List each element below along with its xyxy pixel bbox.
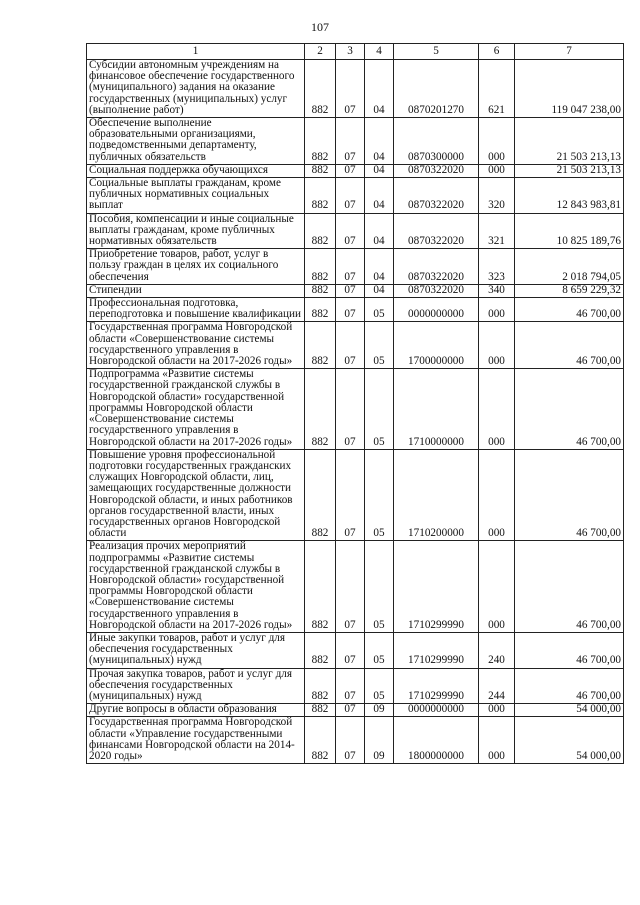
row-code-target: 1710000000 [394,369,479,449]
table-row [87,284,624,297]
row-code-subsection: 09 [365,704,394,717]
row-amount: 21 503 213,13 [515,118,624,165]
table-row [87,213,624,249]
row-code-ministry: 882 [305,704,336,717]
row-code-section: 07 [336,284,365,297]
row-code-expense-type: 340 [479,284,515,297]
row-amount: 46 700,00 [515,632,624,668]
row-code-ministry: 882 [305,449,336,541]
page-number: 107 [311,20,329,34]
row-description: Реализация прочих мероприятий подпрограммы «Развитие системы государственной гражданской службы в Новгородской области» государственной программы Новгородской области «Совершенствование системы государственного управления в Новгородской области на 2017-2026 годы» [87,541,305,633]
table-row [87,60,624,118]
row-code-section: 07 [336,178,365,214]
header-col-7: 7 [515,44,624,60]
row-code-subsection: 09 [365,717,394,764]
row-amount: 46 700,00 [515,541,624,633]
row-description: Другие вопросы в области образования [87,704,305,717]
row-code-expense-type: 244 [479,668,515,704]
row-code-ministry: 882 [305,632,336,668]
row-code-section: 07 [336,704,365,717]
row-code-target: 1710200000 [394,449,479,541]
row-amount: 46 700,00 [515,369,624,449]
row-code-expense-type: 000 [479,704,515,717]
row-amount: 2 018 794,05 [515,249,624,285]
table-row [87,298,624,322]
row-code-subsection: 05 [365,541,394,633]
table-row [87,449,624,541]
row-code-subsection: 05 [365,668,394,704]
row-code-section: 07 [336,717,365,764]
table-row [87,541,624,633]
row-code-ministry: 882 [305,213,336,249]
row-amount: 54 000,00 [515,717,624,764]
row-code-ministry: 882 [305,322,336,369]
header-col-6: 6 [479,44,515,60]
row-amount: 46 700,00 [515,668,624,704]
row-description: Субсидии автономным учреждениям на финансовое обеспечение государственного (муниципального) задания на оказание государственных (муниципальных) услуг (выполнение работ) [87,60,305,118]
header-col-4: 4 [365,44,394,60]
row-code-expense-type: 000 [479,449,515,541]
row-code-target: 0870322020 [394,284,479,297]
row-code-expense-type: 000 [479,322,515,369]
header-row [87,44,624,60]
row-amount: 119 047 238,00 [515,60,624,118]
row-code-section: 07 [336,541,365,633]
row-code-ministry: 882 [305,668,336,704]
row-description: Прочая закупка товаров, работ и услуг для обеспечения государственных (муниципальных) нужд [87,668,305,704]
row-code-target: 1700000000 [394,322,479,369]
row-code-target: 0870322020 [394,178,479,214]
row-code-ministry: 882 [305,249,336,285]
table-row [87,164,624,177]
row-description: Социальные выплаты гражданам, кроме публичных нормативных социальных выплат [87,178,305,214]
row-code-subsection: 04 [365,118,394,165]
row-code-target: 0870300000 [394,118,479,165]
row-code-expense-type: 323 [479,249,515,285]
row-code-ministry: 882 [305,164,336,177]
row-description: Государственная программа Новгородской области «Управление государственными финансами Новгородской области на 2014-2020 годы» [87,717,305,764]
row-code-section: 07 [336,369,365,449]
table-row [87,118,624,165]
row-description: Социальная поддержка обучающихся [87,164,305,177]
row-description: Обеспечение выполнение образовательными организациями, подведомственными департаменту, публичных обязательств [87,118,305,165]
row-code-expense-type: 321 [479,213,515,249]
row-code-target: 0870322020 [394,249,479,285]
row-code-expense-type: 000 [479,369,515,449]
table-row [87,704,624,717]
row-description: Профессиональная подготовка, переподготовка и повышение квалификации [87,298,305,322]
table-row [87,249,624,285]
row-code-target: 1710299990 [394,632,479,668]
row-code-section: 07 [336,164,365,177]
row-code-section: 07 [336,298,365,322]
row-amount: 10 825 189,76 [515,213,624,249]
row-amount: 8 659 229,32 [515,284,624,297]
row-description: Иные закупки товаров, работ и услуг для обеспечения государственных (муниципальных) нужд [87,632,305,668]
row-code-section: 07 [336,213,365,249]
table-row [87,178,624,214]
row-code-subsection: 04 [365,249,394,285]
table-row [87,668,624,704]
row-code-target: 1710299990 [394,541,479,633]
budget-table [86,43,624,764]
row-code-subsection: 04 [365,60,394,118]
table-row [87,632,624,668]
row-code-target: 0870201270 [394,60,479,118]
table-row [87,369,624,449]
row-description: Пособия, компенсации и иные социальные выплаты гражданам, кроме публичных нормативных обязательств [87,213,305,249]
row-description: Приобретение товаров, работ, услуг в пользу граждан в целях их социального обеспечения [87,249,305,285]
row-code-expense-type: 000 [479,164,515,177]
table-row [87,322,624,369]
table-row [87,717,624,764]
header-col-2: 2 [305,44,336,60]
row-code-subsection: 05 [365,632,394,668]
row-code-expense-type: 000 [479,298,515,322]
row-amount: 54 000,00 [515,704,624,717]
row-code-subsection: 04 [365,178,394,214]
row-amount: 46 700,00 [515,449,624,541]
row-description: Государственная программа Новгородской области «Совершенствование системы государственного управления в Новгородской области на 2017-2026 годы» [87,322,305,369]
header-col-1: 1 [87,44,305,60]
header-col-3: 3 [336,44,365,60]
row-code-ministry: 882 [305,298,336,322]
header-col-5: 5 [394,44,479,60]
row-code-expense-type: 240 [479,632,515,668]
row-code-subsection: 05 [365,369,394,449]
row-description: Подпрограмма «Развитие системы государственной гражданской службы в Новгородской области» государственной программы Новгородской области «Совершенствование системы государственного управления в Новгородской области на 2017-2026 годы» [87,369,305,449]
row-amount: 12 843 983,81 [515,178,624,214]
row-code-ministry: 882 [305,717,336,764]
row-code-subsection: 04 [365,284,394,297]
row-code-expense-type: 320 [479,178,515,214]
row-code-target: 0000000000 [394,704,479,717]
row-code-subsection: 05 [365,298,394,322]
row-code-expense-type: 621 [479,60,515,118]
row-code-ministry: 882 [305,369,336,449]
row-code-subsection: 04 [365,164,394,177]
row-amount: 46 700,00 [515,298,624,322]
row-code-subsection: 04 [365,213,394,249]
row-code-section: 07 [336,449,365,541]
row-code-section: 07 [336,118,365,165]
row-description: Повышение уровня профессиональной подготовки государственных гражданских служащих Новгородской области, лиц, замещающих государственные должности Новгородской области, и иных работников органов государственной власти, иных государственных органов Новгородской области [87,449,305,541]
row-code-ministry: 882 [305,541,336,633]
row-amount: 21 503 213,13 [515,164,624,177]
row-code-ministry: 882 [305,118,336,165]
row-code-expense-type: 000 [479,717,515,764]
row-code-ministry: 882 [305,284,336,297]
row-code-section: 07 [336,322,365,369]
row-code-section: 07 [336,249,365,285]
row-description: Стипендии [87,284,305,297]
row-code-expense-type: 000 [479,541,515,633]
row-code-ministry: 882 [305,60,336,118]
row-amount: 46 700,00 [515,322,624,369]
row-code-expense-type: 000 [479,118,515,165]
row-code-ministry: 882 [305,178,336,214]
row-code-target: 0000000000 [394,298,479,322]
row-code-section: 07 [336,60,365,118]
row-code-subsection: 05 [365,449,394,541]
row-code-section: 07 [336,632,365,668]
row-code-target: 1800000000 [394,717,479,764]
row-code-section: 07 [336,668,365,704]
row-code-target: 0870322020 [394,213,479,249]
row-code-target: 1710299990 [394,668,479,704]
row-code-target: 0870322020 [394,164,479,177]
row-code-subsection: 05 [365,322,394,369]
